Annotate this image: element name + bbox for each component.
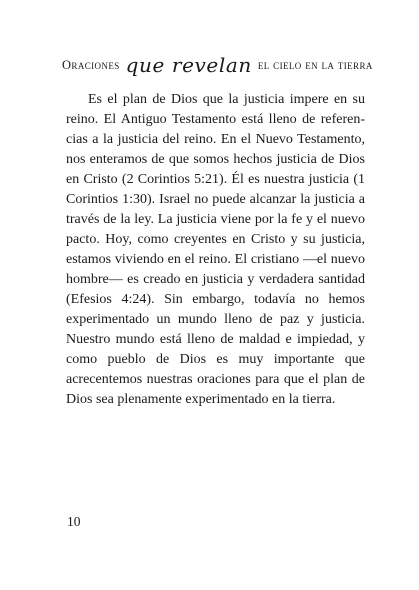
- page-number: 10: [67, 514, 81, 529]
- running-head-part1: Oraciones: [62, 58, 120, 72]
- running-head: [62, 52, 373, 77]
- running-head-part2: el cielo en la tierra: [257, 58, 373, 72]
- running-head-script: que revelan: [125, 53, 252, 77]
- body-paragraph: Es el plan de Dios que la justicia impere en su reino. El Antiguo Testamento está lleno de referencias a la justicia del reino. En el Nuevo Testamento, nos enteramos de que somos hechos justicia de Dios en Cristo (2 Corintios 5:21). Él es nuestra justicia (1 Corintios 1:30). Israel no puede alcanzar la justicia a través de la ley. La justicia viene por la fe y el nuevo pacto. Hoy, como creyentes en Cristo y su justicia, estamos viviendo en el reino. El cristiano —el nuevo hombre— es creado en justicia y verdadera santidad (Efesios 4:24). Sin embargo, todavía no hemos experimentado un mundo lleno de paz y justicia. Nuestro mundo está lleno de maldad e impiedad, y como pueblo de Dios es muy importante que acrecentemos nuestras oraciones para que el plan de Dios sea plenamente experimentado en la tierra.: [66, 92, 365, 407]
